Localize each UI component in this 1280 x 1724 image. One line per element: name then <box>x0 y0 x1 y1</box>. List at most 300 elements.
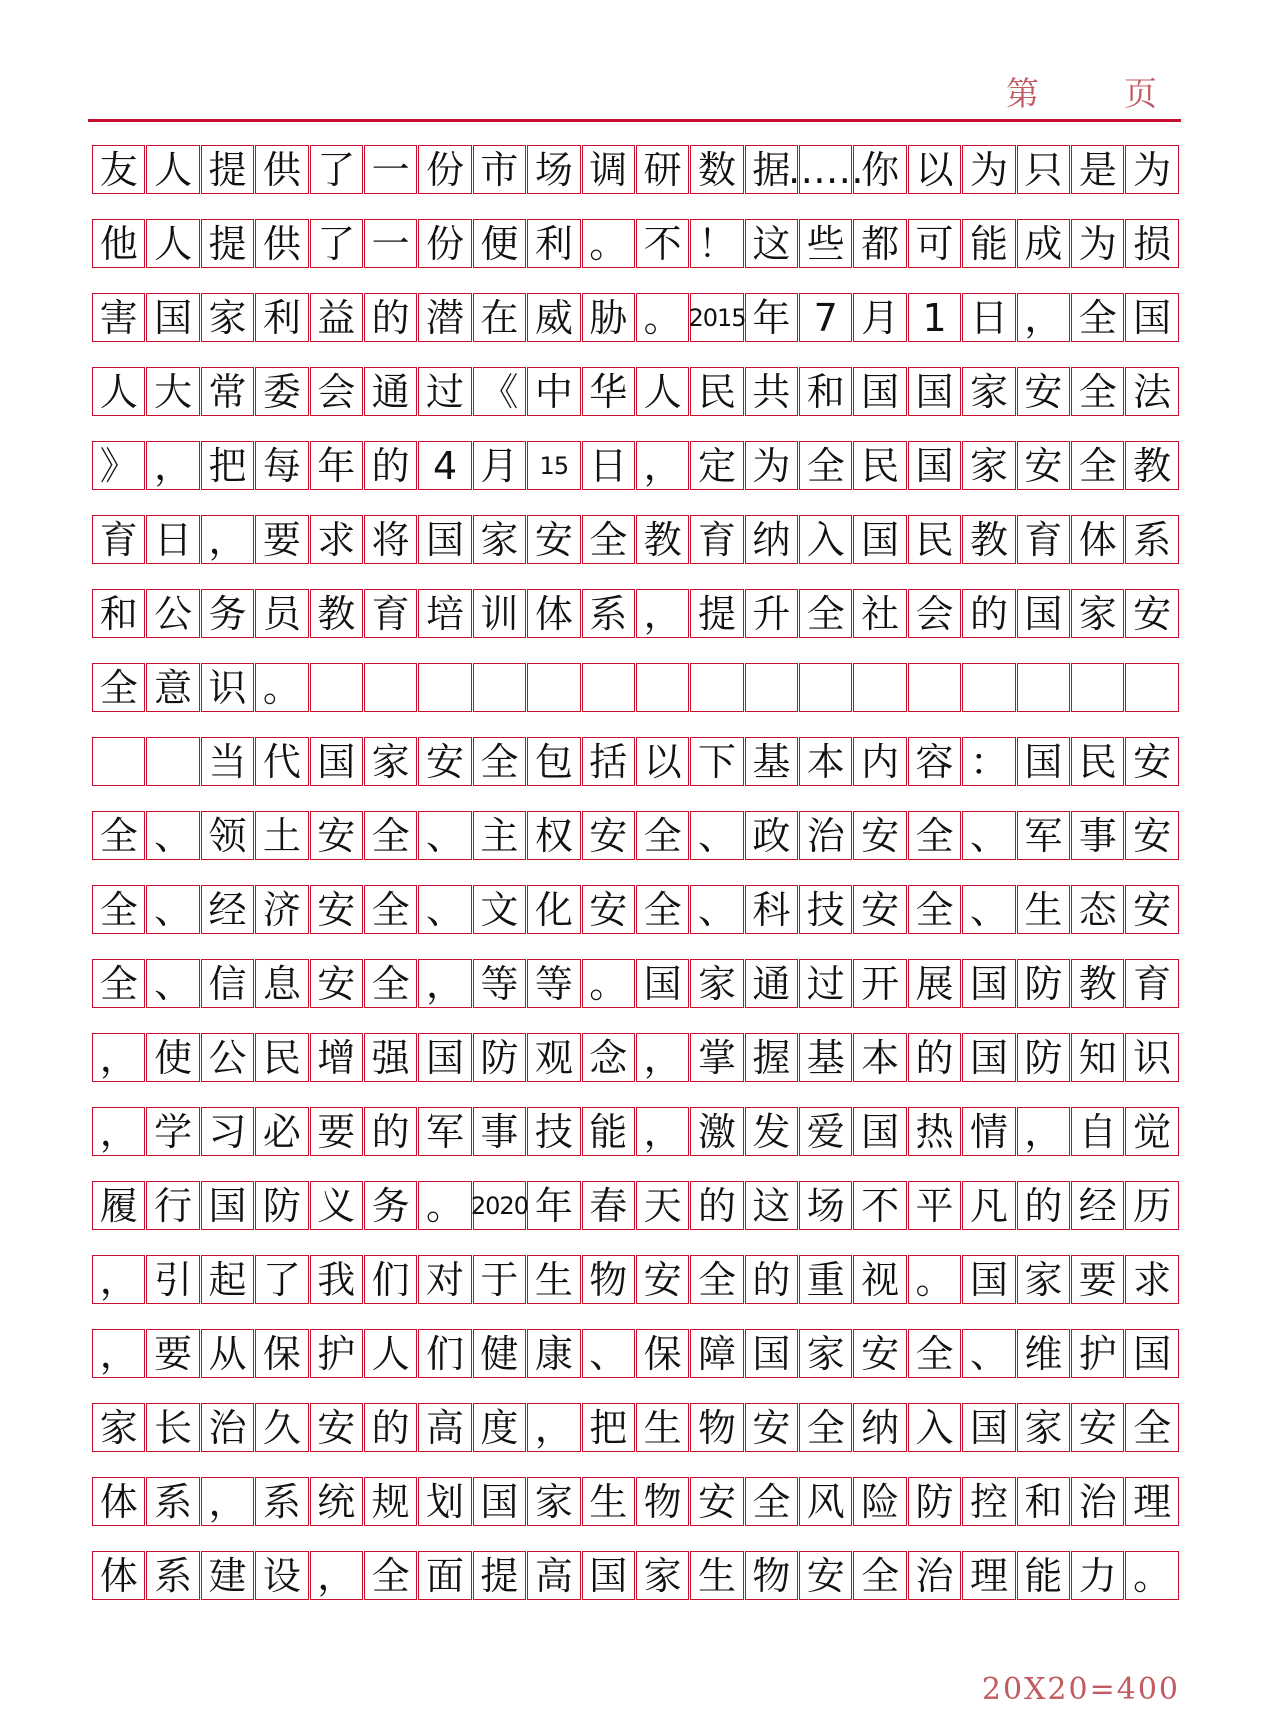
grid-cell: 教 <box>962 515 1015 564</box>
grid-cell: 4 <box>418 441 471 490</box>
grid-cell: 主 <box>473 811 526 860</box>
grid-cell <box>527 663 580 712</box>
grid-cell: 视 <box>853 1255 906 1304</box>
grid-row <box>92 663 1180 712</box>
grid-cell: 科 <box>745 885 798 934</box>
grid-cell: 和 <box>799 367 852 416</box>
grid-cell <box>146 737 199 786</box>
grid-cell: 。 <box>1125 1551 1178 1600</box>
grid-cell: 、 <box>962 1329 1015 1378</box>
grid-cell <box>1017 663 1070 712</box>
grid-cell: 必 <box>255 1107 308 1156</box>
grid-cell: 训 <box>473 589 526 638</box>
grid-cell: 一 <box>364 219 417 268</box>
grid-cell: ， <box>201 1477 254 1526</box>
grid-cell: 等 <box>527 959 580 1008</box>
grid-cell: 、 <box>690 811 743 860</box>
grid-cell <box>908 663 961 712</box>
grid-cell: 从 <box>201 1329 254 1378</box>
grid-cell: 全 <box>908 811 961 860</box>
grid-cell: 高 <box>418 1403 471 1452</box>
grid-cell: 平 <box>908 1181 961 1230</box>
grid-cell: 安 <box>582 811 635 860</box>
grid-cell: 内 <box>853 737 906 786</box>
grid-cell: 系 <box>1125 515 1178 564</box>
grid-cell <box>582 663 635 712</box>
grid-cell: 份 <box>418 219 471 268</box>
grid-cell: 当 <box>201 737 254 786</box>
grid-cell: 供 <box>255 219 308 268</box>
grid-cell: 。 <box>418 1181 471 1230</box>
grid-cell: 要 <box>310 1107 363 1156</box>
grid-row <box>92 885 1180 934</box>
grid-cell: 体 <box>527 589 580 638</box>
grid-cell: 情 <box>962 1107 1015 1156</box>
grid-cell: 设 <box>255 1551 308 1600</box>
grid-cell: 。 <box>636 293 689 342</box>
grid-cell: 国 <box>582 1551 635 1600</box>
grid-cell: 能 <box>962 219 1015 268</box>
grid-cell: 安 <box>310 1403 363 1452</box>
grid-cell: 你 <box>853 145 906 194</box>
grid-cell: 念 <box>582 1033 635 1082</box>
grid-cell: 会 <box>908 589 961 638</box>
grid-cell: 习 <box>201 1107 254 1156</box>
grid-cell: 数 <box>690 145 743 194</box>
grid-cell: 把 <box>201 441 254 490</box>
grid-cell: 全 <box>636 811 689 860</box>
grid-cell: 长 <box>146 1403 199 1452</box>
grid-cell: 发 <box>745 1107 798 1156</box>
grid-cell <box>1071 663 1124 712</box>
grid-cell: 系 <box>146 1477 199 1526</box>
grid-cell: ， <box>92 1329 145 1378</box>
grid-cell: 人 <box>364 1329 417 1378</box>
grid-cell: 括 <box>582 737 635 786</box>
grid-cell: 升 <box>745 589 798 638</box>
grid-cell: 土 <box>255 811 308 860</box>
grid-cell: 重 <box>799 1255 852 1304</box>
grid-row <box>92 811 1180 860</box>
grid-cell: 行 <box>146 1181 199 1230</box>
grid-cell: ， <box>636 1033 689 1082</box>
grid-cell: 的 <box>364 441 417 490</box>
grid-cell: 潜 <box>418 293 471 342</box>
grid-cell: 为 <box>745 441 798 490</box>
grid-cell: 全 <box>92 959 145 1008</box>
grid-cell: 国 <box>745 1329 798 1378</box>
grid-cell: 要 <box>146 1329 199 1378</box>
grid-cell: 全 <box>690 1255 743 1304</box>
grid-cell: 观 <box>527 1033 580 1082</box>
grid-cell: 市 <box>473 145 526 194</box>
grid-cell: 只 <box>1017 145 1070 194</box>
grid-cell: 的 <box>364 1107 417 1156</box>
grid-cell: 过 <box>799 959 852 1008</box>
grid-cell: 能 <box>582 1107 635 1156</box>
grid-cell: 日 <box>146 515 199 564</box>
grid-cell: 人 <box>636 367 689 416</box>
grid-cell: 以 <box>908 145 961 194</box>
grid-cell: 育 <box>1125 959 1178 1008</box>
grid-cell: 安 <box>418 737 471 786</box>
grid-cell: 家 <box>527 1477 580 1526</box>
grid-cell: 全 <box>364 959 417 1008</box>
grid-cell: ， <box>146 441 199 490</box>
grid-cell: 了 <box>310 219 363 268</box>
grid-cell: 公 <box>201 1033 254 1082</box>
grid-cell: 全 <box>799 589 852 638</box>
grid-cell: 了 <box>310 145 363 194</box>
grid-cell: 事 <box>473 1107 526 1156</box>
grid-cell: 安 <box>853 1329 906 1378</box>
grid-cell <box>690 663 743 712</box>
grid-cell: 安 <box>527 515 580 564</box>
grid-cell: 人 <box>146 219 199 268</box>
grid-cell: 安 <box>799 1551 852 1600</box>
grid-cell: 全 <box>92 663 145 712</box>
grid-cell: 的 <box>690 1181 743 1230</box>
grid-cell: 要 <box>255 515 308 564</box>
grid-cell: 务 <box>364 1181 417 1230</box>
grid-cell: 安 <box>1017 367 1070 416</box>
grid-cell: 公 <box>146 589 199 638</box>
grid-cell: 能 <box>1017 1551 1070 1600</box>
grid-cell: 、 <box>962 885 1015 934</box>
grid-cell: ！ <box>690 219 743 268</box>
grid-cell: 以 <box>636 737 689 786</box>
grid-cell: 对 <box>418 1255 471 1304</box>
grid-cell: 军 <box>1017 811 1070 860</box>
grid-cell: 使 <box>146 1033 199 1082</box>
grid-cell: 把 <box>582 1403 635 1452</box>
grid-row <box>92 441 1180 490</box>
grid-cell: 领 <box>201 811 254 860</box>
grid-cell: 中 <box>527 367 580 416</box>
grid-cell: 育 <box>92 515 145 564</box>
grid-cell: 化 <box>527 885 580 934</box>
grid-cell: 家 <box>1071 589 1124 638</box>
grid-cell: 这 <box>745 1181 798 1230</box>
grid-size-label: 20X20=400 <box>981 1672 1180 1707</box>
grid-cell: 为 <box>962 145 1015 194</box>
grid-cell: …… <box>799 145 852 194</box>
grid-cell: 知 <box>1071 1033 1124 1082</box>
page-label-di: 第 <box>1006 74 1039 113</box>
grid-cell: 育 <box>1017 515 1070 564</box>
grid-cell: 政 <box>745 811 798 860</box>
grid-cell: 引 <box>146 1255 199 1304</box>
grid-cell: 一 <box>364 145 417 194</box>
grid-cell <box>1125 663 1178 712</box>
grid-cell: 基 <box>745 737 798 786</box>
grid-cell: 生 <box>1017 885 1070 934</box>
grid-cell: 国 <box>853 367 906 416</box>
grid-cell: 度 <box>473 1403 526 1452</box>
grid-cell: 月 <box>853 293 906 342</box>
grid-cell: 护 <box>1071 1329 1124 1378</box>
grid-cell: 防 <box>1017 1033 1070 1082</box>
grid-cell: 保 <box>636 1329 689 1378</box>
grid-cell: 和 <box>92 589 145 638</box>
grid-cell: 为 <box>1125 145 1178 194</box>
grid-cell: ， <box>310 1551 363 1600</box>
grid-cell: 求 <box>1125 1255 1178 1304</box>
grid-cell: 文 <box>473 885 526 934</box>
grid-cell: 年 <box>527 1181 580 1230</box>
grid-cell: 全 <box>853 1551 906 1600</box>
grid-cell: 都 <box>853 219 906 268</box>
grid-cell: 月 <box>473 441 526 490</box>
grid-cell: 全 <box>636 885 689 934</box>
grid-cell: 面 <box>418 1551 471 1600</box>
grid-cell <box>92 737 145 786</box>
grid-cell: 权 <box>527 811 580 860</box>
grid-cell: 家 <box>962 367 1015 416</box>
grid-cell: 历 <box>1125 1181 1178 1230</box>
grid-cell: 物 <box>582 1255 635 1304</box>
grid-cell: 全 <box>582 515 635 564</box>
grid-cell: 国 <box>310 737 363 786</box>
grid-cell: 提 <box>201 219 254 268</box>
grid-cell: 国 <box>418 1033 471 1082</box>
grid-cell: 保 <box>255 1329 308 1378</box>
grid-cell: 纳 <box>853 1403 906 1452</box>
grid-cell: 国 <box>1125 1329 1178 1378</box>
grid-cell: 防 <box>255 1181 308 1230</box>
grid-cell: 会 <box>310 367 363 416</box>
grid-cell: ， <box>418 959 471 1008</box>
grid-cell: 生 <box>582 1477 635 1526</box>
grid-cell: 提 <box>473 1551 526 1600</box>
grid-cell: 治 <box>799 811 852 860</box>
grid-cell: 安 <box>1125 885 1178 934</box>
grid-cell: 家 <box>1017 1255 1070 1304</box>
grid-cell: 家 <box>962 441 1015 490</box>
grid-cell: 全 <box>364 1551 417 1600</box>
grid-cell: 安 <box>1125 737 1178 786</box>
grid-cell: 15 <box>527 441 580 490</box>
grid-cell: 防 <box>473 1033 526 1082</box>
grid-cell: 全 <box>1071 293 1124 342</box>
grid-cell: 下 <box>690 737 743 786</box>
grid-cell: 场 <box>799 1181 852 1230</box>
grid-cell: 他 <box>92 219 145 268</box>
grid-cell: 家 <box>364 737 417 786</box>
grid-cell: 本 <box>853 1033 906 1082</box>
grid-cell: 可 <box>908 219 961 268</box>
grid-cell: 国 <box>962 1403 1015 1452</box>
grid-row <box>92 367 1180 416</box>
grid-cell: 建 <box>201 1551 254 1600</box>
grid-cell: 康 <box>527 1329 580 1378</box>
grid-row <box>92 1033 1180 1082</box>
grid-cell: 国 <box>1125 293 1178 342</box>
grid-cell: 2015 <box>690 293 743 342</box>
grid-cell: 国 <box>146 293 199 342</box>
grid-cell: 日 <box>962 293 1015 342</box>
grid-cell: 热 <box>908 1107 961 1156</box>
grid-cell: 全 <box>92 885 145 934</box>
grid-cell: 全 <box>1071 441 1124 490</box>
page-label-ye: 页 <box>1124 74 1157 113</box>
grid-cell: 护 <box>310 1329 363 1378</box>
grid-cell: 安 <box>582 885 635 934</box>
grid-cell: 、 <box>146 885 199 934</box>
grid-cell: 履 <box>92 1181 145 1230</box>
grid-cell: ， <box>1017 1107 1070 1156</box>
grid-cell: 全 <box>1125 1403 1178 1452</box>
grid-cell: 包 <box>527 737 580 786</box>
grid-cell: 我 <box>310 1255 363 1304</box>
grid-cell: 识 <box>1125 1033 1178 1082</box>
grid-cell: 家 <box>473 515 526 564</box>
grid-cell: 物 <box>745 1551 798 1600</box>
grid-row <box>92 1181 1180 1230</box>
grid-cell: 治 <box>201 1403 254 1452</box>
grid-cell: 代 <box>255 737 308 786</box>
grid-cell: 全 <box>364 811 417 860</box>
grid-cell <box>473 663 526 712</box>
grid-cell: 体 <box>92 1477 145 1526</box>
grid-cell: 治 <box>908 1551 961 1600</box>
grid-cell: 家 <box>92 1403 145 1452</box>
grid-cell: 》 <box>92 441 145 490</box>
grid-cell: 家 <box>690 959 743 1008</box>
grid-cell: 技 <box>799 885 852 934</box>
grid-cell: 全 <box>364 885 417 934</box>
grid-cell <box>853 663 906 712</box>
grid-cell: 增 <box>310 1033 363 1082</box>
grid-cell <box>418 663 471 712</box>
grid-cell: 利 <box>527 219 580 268</box>
grid-cell: 国 <box>962 1033 1015 1082</box>
grid-cell: 掌 <box>690 1033 743 1082</box>
grid-cell: 容 <box>908 737 961 786</box>
grid-cell: 体 <box>92 1551 145 1600</box>
grid-row <box>92 1403 1180 1452</box>
grid-cell: 本 <box>799 737 852 786</box>
grid-cell: 年 <box>745 293 798 342</box>
grid-cell: 济 <box>255 885 308 934</box>
grid-cell: 据 <box>745 145 798 194</box>
grid-cell: 便 <box>473 219 526 268</box>
grid-cell: 安 <box>1017 441 1070 490</box>
grid-cell: 。 <box>255 663 308 712</box>
grid-cell: ， <box>527 1403 580 1452</box>
grid-cell: 委 <box>255 367 308 416</box>
grid-cell: 凡 <box>962 1181 1015 1230</box>
grid-cell: 国 <box>201 1181 254 1230</box>
grid-cell: 每 <box>255 441 308 490</box>
grid-row <box>92 145 1180 194</box>
grid-cell: 起 <box>201 1255 254 1304</box>
grid-cell: ， <box>1017 293 1070 342</box>
grid-cell: 基 <box>799 1033 852 1082</box>
grid-cell: 过 <box>418 367 471 416</box>
grid-cell: 通 <box>364 367 417 416</box>
grid-cell: 1 <box>908 293 961 342</box>
grid-cell: 事 <box>1071 811 1124 860</box>
grid-cell: 安 <box>310 811 363 860</box>
grid-cell: 意 <box>146 663 199 712</box>
grid-cell: 的 <box>908 1033 961 1082</box>
grid-cell: 安 <box>636 1255 689 1304</box>
grid-cell: 全 <box>473 737 526 786</box>
grid-cell: 《 <box>473 367 526 416</box>
grid-cell: 生 <box>527 1255 580 1304</box>
grid-cell: 国 <box>908 367 961 416</box>
grid-cell: 生 <box>690 1551 743 1600</box>
grid-cell: 共 <box>745 367 798 416</box>
grid-cell: 国 <box>473 1477 526 1526</box>
grid-cell: 大 <box>146 367 199 416</box>
grid-cell: 害 <box>92 293 145 342</box>
grid-cell: 安 <box>1125 589 1178 638</box>
grid-cell: 民 <box>1071 737 1124 786</box>
grid-cell <box>745 663 798 712</box>
grid-cell: 家 <box>636 1551 689 1600</box>
grid-cell: 信 <box>201 959 254 1008</box>
grid-cell: 全 <box>799 441 852 490</box>
grid-cell: 将 <box>364 515 417 564</box>
grid-cell: 年 <box>310 441 363 490</box>
grid-cell: 定 <box>690 441 743 490</box>
grid-cell: 规 <box>364 1477 417 1526</box>
grid-row <box>92 737 1180 786</box>
header-rule <box>88 119 1181 122</box>
grid-cell: 体 <box>1071 515 1124 564</box>
grid-cell: 求 <box>310 515 363 564</box>
grid-cell <box>962 663 1015 712</box>
grid-row <box>92 515 1180 564</box>
grid-cell: 场 <box>527 145 580 194</box>
grid-row <box>92 959 1180 1008</box>
grid-cell: 民 <box>690 367 743 416</box>
grid-cell: 研 <box>636 145 689 194</box>
grid-cell: 爱 <box>799 1107 852 1156</box>
grid-cell: 教 <box>1071 959 1124 1008</box>
grid-cell: 家 <box>201 293 254 342</box>
grid-cell: 安 <box>853 885 906 934</box>
grid-cell: 份 <box>418 145 471 194</box>
grid-cell: 民 <box>908 515 961 564</box>
grid-cell: 安 <box>690 1477 743 1526</box>
grid-cell: 的 <box>745 1255 798 1304</box>
grid-cell: 控 <box>962 1477 1015 1526</box>
grid-cell: ， <box>92 1255 145 1304</box>
grid-cell: 育 <box>690 515 743 564</box>
grid-cell: 统 <box>310 1477 363 1526</box>
grid-cell: 系 <box>255 1477 308 1526</box>
grid-cell: 理 <box>962 1551 1015 1600</box>
grid-cell: 、 <box>962 811 1015 860</box>
grid-cell: 育 <box>364 589 417 638</box>
grid-cell: 理 <box>1125 1477 1178 1526</box>
grid-cell: 调 <box>582 145 635 194</box>
grid-cell: 们 <box>418 1329 471 1378</box>
grid-cell: 的 <box>962 589 1015 638</box>
grid-cell: 态 <box>1071 885 1124 934</box>
grid-cell: 人 <box>92 367 145 416</box>
grid-cell: 常 <box>201 367 254 416</box>
grid-cell: 安 <box>1071 1403 1124 1452</box>
grid-cell: 社 <box>853 589 906 638</box>
grid-cell: 不 <box>853 1181 906 1230</box>
grid-cell: 人 <box>146 145 199 194</box>
grid-cell: 们 <box>364 1255 417 1304</box>
grid-cell: 日 <box>582 441 635 490</box>
